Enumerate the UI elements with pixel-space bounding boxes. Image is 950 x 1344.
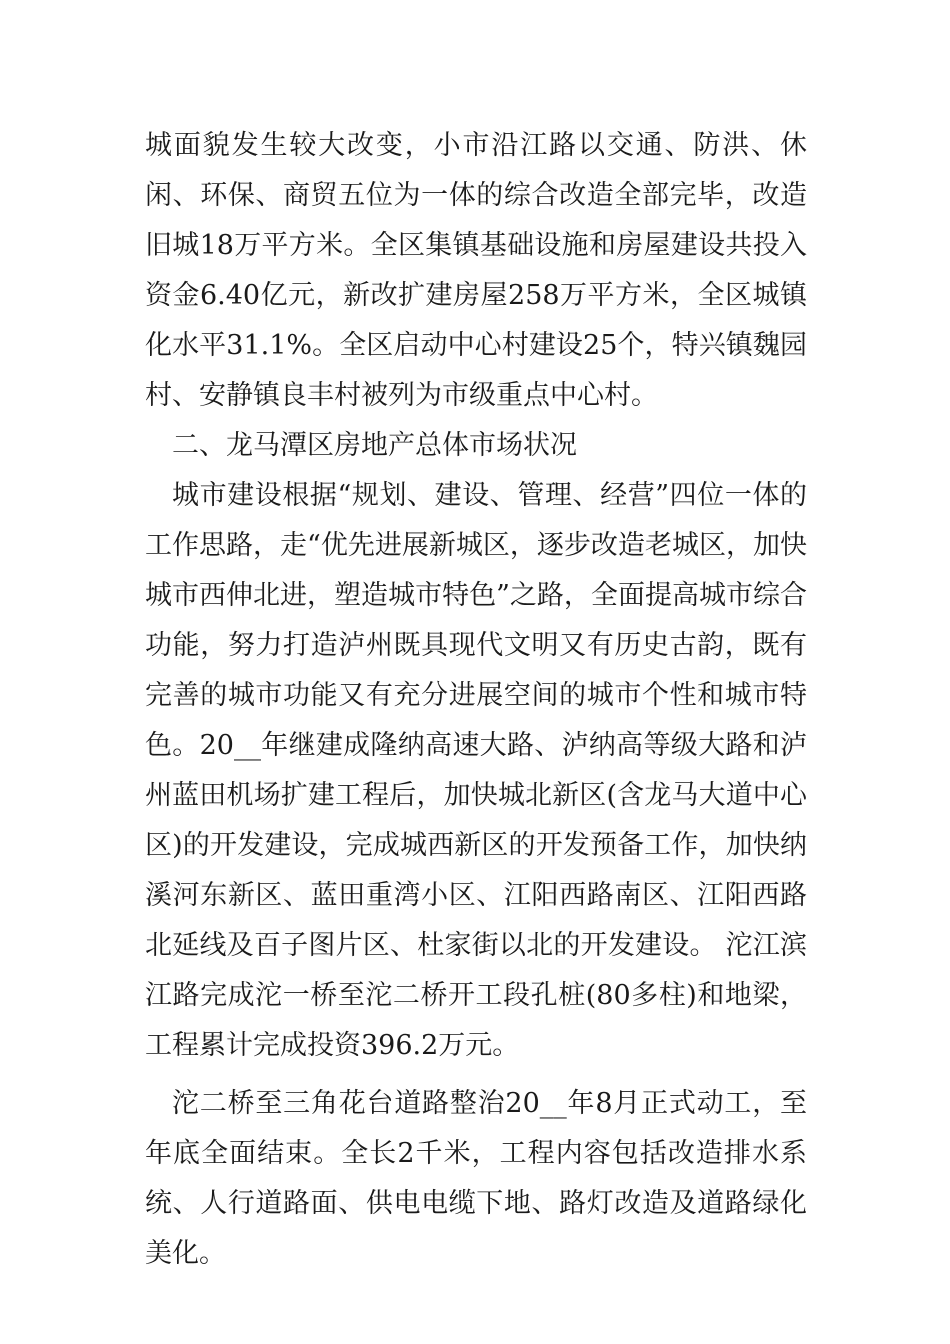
document-body bbox=[145, 121, 807, 1279]
paragraph-road-renovation: 沱二桥至三角花台道路整治20__年8月正式动工，至年底全面结束。全长2千米，工程内容包括改造排水系统、人行道路面、供电电缆下地、路灯改造及道路绿化美化。 bbox=[145, 1088, 807, 1269]
paragraph-urban-renewal: 城面貌发生较大改变，小市沿江路以交通、防洪、休闲、环保、商贸五位为一体的综合改造全部完毕，改造旧城18万平方米。全区集镇基础设施和房屋建设共投入资金6.40亿元，新改扩建房屋258万平方米，全区城镇化水平31.1%。全区启动中心村建设25个，特兴镇魏园村、安静镇良丰村被列为市级重点中心村。 bbox=[145, 130, 807, 411]
paragraph-city-construction: 城市建设根据“规划、建设、管理、经营”四位一体的工作思路，走“优先进展新城区，逐步改造老城区，加快城市西伸北进，塑造城市特色”之路，全面提高城市综合功能，努力打造泸州既具现代文明又有历史古韵，既有完善的城市功能又有充分进展空间的城市个性和城市特色。20__年继建成隆纳高速大路、泸纳高等级大路和泸州蓝田机场扩建工程后，加快城北新区(含龙马大道中心区)的开发建设，完成城西新区的开发预备工作，加快纳溪河东新区、蓝田重湾小区、江阳西路南区、江阳西路北延线及百子图片区、杜家街以北的开发建设。 沱江滨江路完成沱一桥至沱二桥开工段孔桩(80多柱)和地梁，工程累计完成投资396.2万元。 bbox=[145, 480, 807, 1061]
section-heading-real-estate-market: 二、龙马潭区房地产总体市场状况 bbox=[172, 430, 577, 461]
